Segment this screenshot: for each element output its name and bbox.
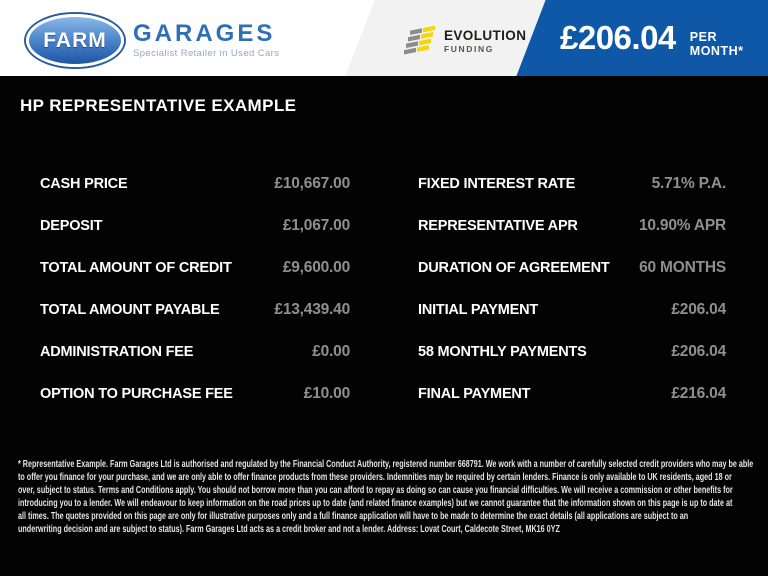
finance-table-left-column — [40, 163, 350, 415]
funder-name: EVOLUTION — [444, 28, 527, 43]
finance-value: £216.04 — [671, 385, 726, 402]
finance-row-deposit — [40, 205, 350, 247]
finance-value: 60 MONTHS — [639, 259, 726, 276]
funder-text — [444, 29, 526, 54]
disclaimer-line: introducing you to a lender. We will endeavour to keep information on the road prices up to date (and related finance examples) but we cannot guarantee that the information shown on this page is up to date at — [18, 497, 733, 509]
finance-row-option-to-purchase-fee — [40, 373, 350, 415]
finance-row-representative-apr — [418, 205, 726, 247]
finance-value: £206.04 — [671, 301, 726, 318]
farm-garages-logo — [26, 14, 279, 67]
monthly-price-period: PER MONTH* — [689, 30, 744, 58]
finance-row-initial-payment — [418, 289, 726, 331]
finance-label: FIXED INTEREST RATE — [418, 176, 576, 192]
finance-label: INITIAL PAYMENT — [418, 302, 538, 318]
disclaimer-line: underwriting decision and are subject to status). Farm Garages Ltd acts as a credit broker and not a lender. Address: Lovat Court, Caldecote Street, MK16 0YZ — [18, 523, 560, 535]
finance-label: REPRESENTATIVE APR — [418, 218, 578, 234]
finance-table-right-column — [418, 163, 726, 415]
finance-value: £1,067.00 — [282, 217, 350, 234]
finance-label: DEPOSIT — [40, 218, 103, 234]
farm-oval-badge — [26, 14, 124, 67]
header-banner — [0, 0, 768, 76]
disclaimer-line: all times. The quotes provided on this page are only for illustrative purposes only and a full finance application will have to be made to determine the exact details (all applications are subject to an — [18, 510, 689, 522]
finance-row-admin-fee — [40, 331, 350, 373]
finance-label: CASH PRICE — [40, 176, 128, 192]
disclaimer-line: over, subject to status. Terms and Conditions apply. You should not borrow more than you can afford to repay as doing so can cause you financial difficulties. We will receive a commission or other benefits for — [18, 484, 733, 496]
monthly-price-amount: £206.04 — [560, 19, 676, 56]
dealer-text — [133, 22, 279, 59]
finance-label: TOTAL AMOUNT PAYABLE — [40, 302, 220, 318]
finance-value: £9,600.00 — [282, 259, 350, 276]
finance-value: £0.00 — [312, 343, 350, 360]
finance-value: £10.00 — [303, 385, 350, 402]
page-title: HP REPRESENTATIVE EXAMPLE — [20, 96, 297, 115]
finance-row-fixed-interest-rate — [418, 163, 726, 205]
legal-disclaimer — [18, 459, 768, 536]
finance-row-duration — [418, 247, 726, 289]
disclaimer-line: to offer you finance for your purchase, and we are only able to offer finance products from these providers. Indemnities may be required by certain lenders. Finance is only available to UK residents, aged 18 or — [18, 471, 732, 483]
dealer-name: GARAGES — [133, 20, 276, 47]
disclaimer-line: * Representative Example. Farm Garages Ltd is authorised and regulated by the Financial Conduct Authority, registered number 668791. We work with a number of carefully selected credit providers who may be able — [18, 459, 754, 470]
finance-row-monthly-payments — [418, 331, 726, 373]
finance-label: DURATION OF AGREEMENT — [418, 260, 610, 276]
finance-row-total-credit — [40, 247, 350, 289]
evolution-funding-icon — [404, 21, 436, 62]
finance-row-total-payable — [40, 289, 350, 331]
finance-label: FINAL PAYMENT — [418, 386, 531, 402]
evolution-funding-logo — [404, 21, 526, 62]
dealer-tagline: Specialist Retailer in Used Cars — [133, 48, 280, 59]
farm-oval-text: FARM — [43, 28, 107, 52]
finance-label: 58 MONTHLY PAYMENTS — [418, 344, 587, 360]
finance-row-final-payment — [418, 373, 726, 415]
finance-label: OPTION TO PURCHASE FEE — [40, 386, 233, 402]
finance-label: TOTAL AMOUNT OF CREDIT — [40, 260, 232, 276]
monthly-price-banner — [560, 0, 768, 76]
finance-row-cash-price — [40, 163, 350, 205]
funder-sub: FUNDING — [444, 44, 494, 54]
finance-value: 10.90% APR — [638, 217, 726, 234]
finance-value: £206.04 — [671, 343, 726, 360]
finance-value: £13,439.40 — [274, 301, 350, 318]
finance-value: 5.71% P.A. — [651, 175, 726, 192]
finance-value: £10,667.00 — [274, 175, 350, 192]
finance-label: ADMINISTRATION FEE — [40, 344, 194, 360]
